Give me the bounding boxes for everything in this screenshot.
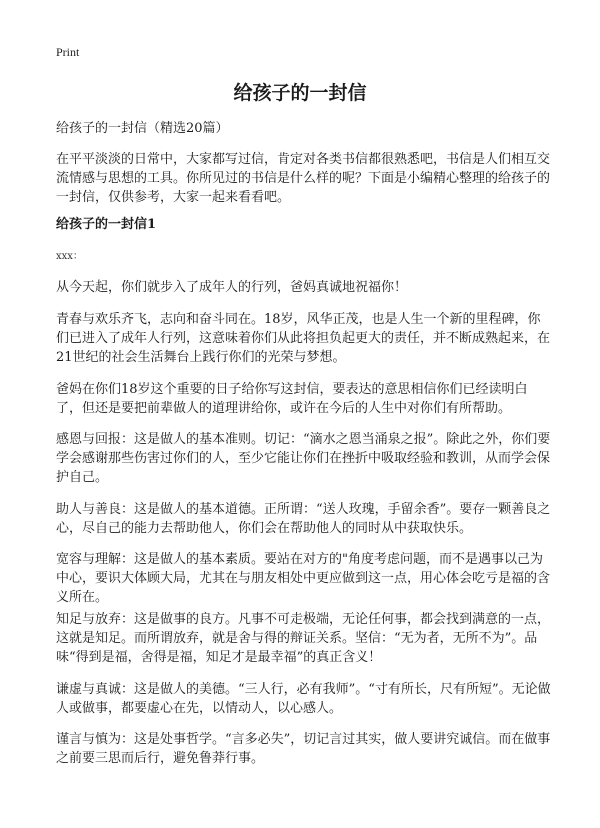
document-subtitle: 给孩子的一封信（精选20篇） (56, 121, 229, 136)
print-link[interactable]: Print (56, 45, 80, 59)
intro-paragraph: 在平平淡淡的日常中，大家都写过信，肯定对各类书信都很熟悉吧，书信是人们相互交流情感与思想的工具。你所见过的书信是什么样的呢？下面是小编精心整理的给孩子的一封信，仅供参考，大家一起来看看吧。 (56, 152, 551, 205)
body-paragraph: 青春与欢乐齐飞，志向和奋斗同在。18岁，风华正茂，也是人生一个新的里程碑，你们已进入了成年人行列，这意味着你们从此将担负起更大的责任，并不断成熟起来，在21世纪的社会生活舞台上践行你们的光荣与梦想。 (56, 312, 551, 365)
section-heading: 给孩子的一封信1 (56, 217, 157, 232)
body-paragraph: 助人与善良：这是做人的基本道德。正所谓：“送人玫瑰，手留余香”。要存一颗善良之心，尽自己的能力去帮助他人，你们会在帮助他人的同时从中获取快乐。 (56, 502, 551, 536)
body-paragraph: 谦虚与真诚：这是做人的美德。“三人行，必有我师”。“寸有所长，尺有所短”。无论做人或做事，都要虚心在先，以情动人，以心感人。 (56, 682, 551, 716)
salutation: xxx： (56, 251, 83, 262)
document-title: 给孩子的一封信 (233, 82, 367, 104)
body-paragraph: 知足与放弃：这是做事的良方。凡事不可走极端，无论任何事，都会找到满意的一点，这就是知足。而所谓放弃，就是舍与得的辩证关系。坚信：“无为者，无所不为”。品味“得到是福，舍得是福，知足才是最幸福”的真正含义！ (56, 612, 551, 665)
body-paragraph: 感恩与回报：这是做人的基本准则。切记：“滴水之恩当涌泉之报”。除此之外，你们要学会感谢那些伤害过你们的人，至少它能让你们在挫折中吸取经验和教训，从而学会保护自己。 (56, 432, 551, 485)
body-paragraph: 宽容与理解：这是做人的基本素质。要站在对方的"角度考虑问题，而不是遇事以己为中心，要识大体顾大局，尤其在与朋友相处中更应做到这一点，用心体会吃亏是福的含义所在。 (56, 552, 551, 605)
body-paragraph: 谨言与慎为：这是处事哲学。“言多必失”，切记言过其实，做人要讲究诚信。而在做事之前要三思而后行，避免鲁莽行事。 (56, 732, 551, 766)
body-paragraph: 爸妈在你们18岁这个重要的日子给你写这封信，要表达的意思相信你们已经读明白了，但还是要把前辈做人的道理讲给你，或许在今后的人生中对你们有所帮助。 (56, 382, 528, 416)
body-paragraph: 从今天起，你们就步入了成年人的行列，爸妈真诚地祝福你！ (56, 280, 408, 295)
